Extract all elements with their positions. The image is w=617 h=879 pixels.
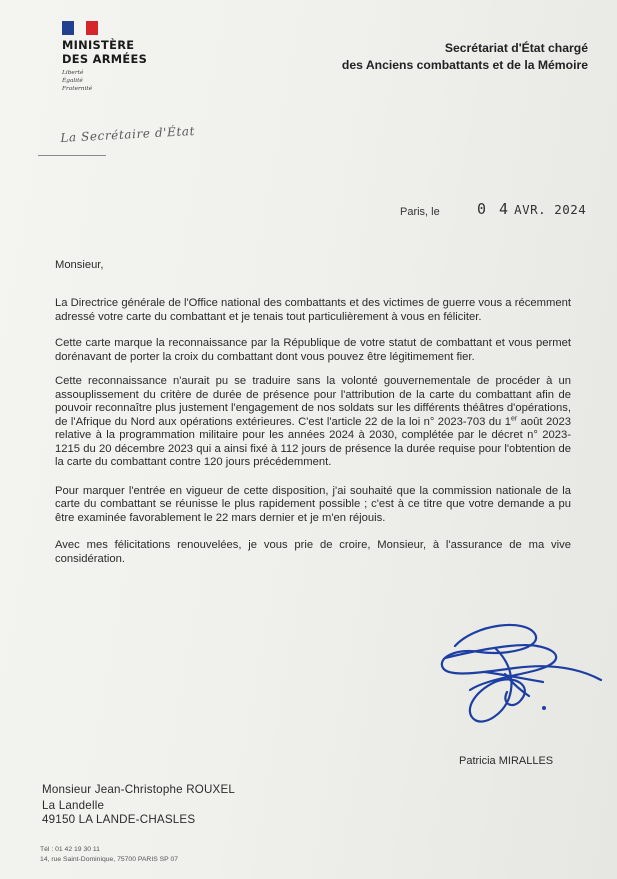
date-month-year: AVR. 2024 [514, 202, 587, 217]
secretariat-title-line2: des Anciens combattants et de la Mémoire [341, 58, 588, 72]
motto-liberte: Liberté [62, 70, 84, 76]
paragraph-3-part-a: Cette reconnaissance n'aurait pu se traduire sans la volonté gouvernementale de procéder à un assouplissement du critère de durée de présence pour l'attribution de la carte du combattant afin de pouvoir reconnaître plus justement l'engagement de nos soldats sur les différents théâtres d'opérations, de l'Afrique du Nord aux opérations extérieures. C'est l'article 22 de la loi n° 2023-703 du 1 [55, 375, 571, 428]
footer-address: 14, rue Saint-Dominique, 75700 PARIS SP 07 [40, 856, 179, 863]
ordinal-superscript: er [510, 414, 518, 422]
recipient-name: Monsieur Jean-Christophe ROUXEL [42, 783, 236, 796]
date-stamp [477, 200, 586, 218]
salutation: Monsieur, [55, 259, 104, 271]
handwritten-signature [425, 612, 605, 738]
ministry-name-line1: MINISTÈRE [62, 38, 135, 52]
dateline-place: Paris, le [400, 206, 440, 218]
recipient-address-line2: La Landelle [42, 799, 105, 812]
motto-fraternite: Fraternité [62, 86, 93, 92]
secretariat-title-line1: Secrétariat d'État chargé [444, 41, 588, 55]
secretaire-label: La Secrétaire d'État [60, 123, 196, 145]
ministry-name-line2: DES ARMÉES [62, 52, 148, 66]
signer-name: Patricia MIRALLES [459, 755, 554, 767]
footer-phone: Tél : 01 42 19 30 11 [40, 846, 100, 853]
paragraph-2: Cette carte marque la reconnaissance par la République de votre statut de combattant et vous permet dorénavant de porter la croix du combattant dont vous pouvez être légitimement fier. [55, 337, 571, 363]
paragraph-3-part-b: août 2023 relative à la programmation militaire pour les années 2024 à 2030, complétée par le décret n° 2023-1215 du 20 décembre 2023 qui a ainsi fixé à 112 jours de présence la durée requise pour l'obtention de la carte du combattant contre 120 jours précédemment. [55, 415, 571, 468]
motto-egalite: Égalité [62, 78, 83, 84]
marianne-flag-logo [62, 21, 98, 35]
recipient-address-line3: 49150 LA LANDE-CHASLES [42, 813, 196, 826]
paragraph-5: Avec mes félicitations renouvelées, je vous prie de croire, Monsieur, à l'assurance de ma vive considération. [55, 539, 571, 565]
letter-body [55, 297, 571, 579]
paragraph-1: La Directrice générale de l'Office national des combattants et des victimes de guerre vous a récemment adressé votre carte du combattant et je tenais tout particulièrement à vous en féliciter. [55, 297, 571, 323]
date-day: 0 4 [477, 200, 511, 218]
paragraph-3 [55, 375, 571, 470]
paragraph-4: Pour marquer l'entrée en vigueur de cette disposition, j'ai souhaité que la commission nationale de la carte du combattant se réunisse le plus rapidement possible ; c'est à ce titre que votre demande a pu être examinée favorablement le 22 mars dernier et je m'en réjouis. [55, 484, 571, 524]
divider [38, 155, 106, 156]
